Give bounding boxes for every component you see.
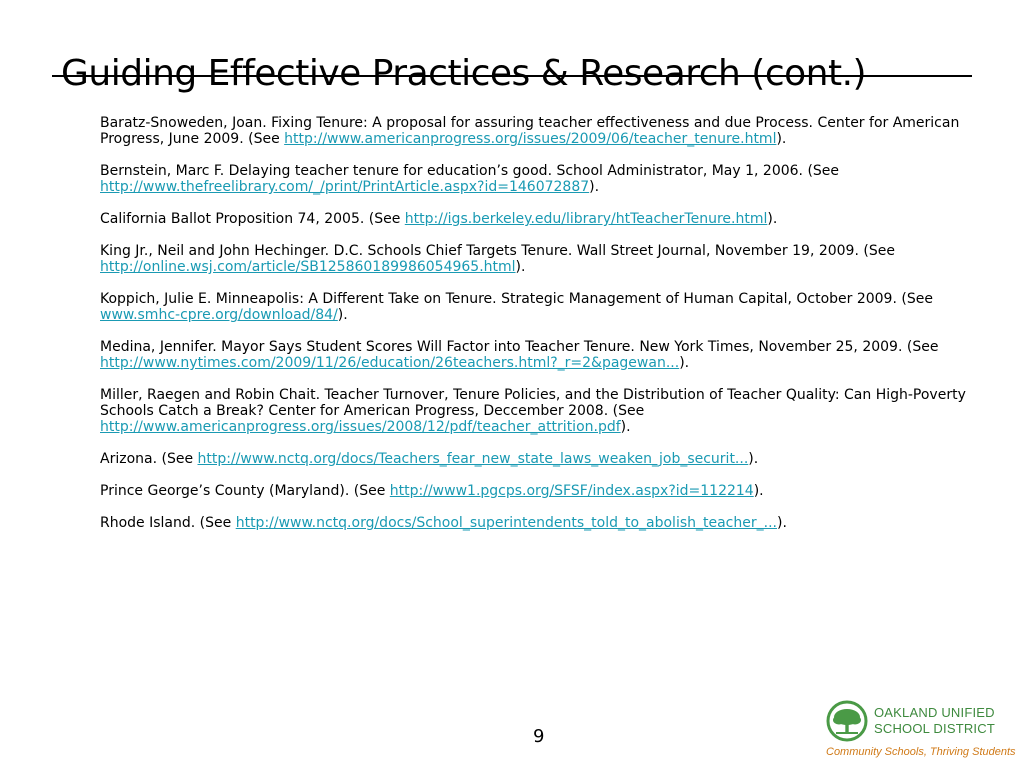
reference-link[interactable]: http://igs.berkeley.edu/library/htTeacherTenure.html xyxy=(404,211,768,227)
reference-item xyxy=(100,515,970,531)
reference-text: Arizona. (See xyxy=(100,451,198,467)
reference-suffix: ). xyxy=(748,451,759,467)
reference-text: Miller, Raegen and Robin Chait. Teacher Turnover, Tenure Policies, and the Distribution of Teacher Quality: Can High-Poverty Schools Catch a Break? Center for American Progress, Deccember 2008. (See xyxy=(100,387,966,419)
reference-suffix: ). xyxy=(337,307,348,323)
reference-suffix: ). xyxy=(776,131,787,147)
slide-title: Guiding Effective Practices & Research (cont.) xyxy=(61,53,867,95)
logo-wordmark xyxy=(874,705,995,737)
logo-line-2: SCHOOL DISTRICT xyxy=(874,721,995,736)
reference-suffix: ). xyxy=(515,259,526,275)
reference-text: Bernstein, Marc F. Delaying teacher tenure for education’s good. School Administrator, May 1, 2006. (See xyxy=(100,163,840,179)
reference-item xyxy=(100,387,970,435)
reference-link[interactable]: http://www.nytimes.com/2009/11/26/education/26teachers.html?_r=2&pagewan... xyxy=(100,355,680,371)
reference-link[interactable]: http://www.thefreelibrary.com/_/print/PrintArticle.aspx?id=146072887 xyxy=(100,179,590,195)
reference-suffix: ). xyxy=(776,515,787,531)
reference-text: Medina, Jennifer. Mayor Says Student Scores Will Factor into Teacher Tenure. New York Times, November 25, 2009. (See xyxy=(100,339,939,355)
reference-link[interactable]: http://www.americanprogress.org/issues/2008/12/pdf/teacher_attrition.pdf xyxy=(100,419,621,435)
reference-text: King Jr., Neil and John Hechinger. D.C. Schools Chief Targets Tenure. Wall Street Journal, November 19, 2009. (See xyxy=(100,243,895,259)
reference-suffix: ). xyxy=(620,419,631,435)
reference-link[interactable]: http://online.wsj.com/article/SB125860189986054965.html xyxy=(100,259,516,275)
reference-link[interactable]: http://www.nctq.org/docs/School_superintendents_told_to_abolish_teacher_... xyxy=(235,515,777,531)
reference-list xyxy=(100,115,970,547)
reference-text: Koppich, Julie E. Minneapolis: A Different Take on Tenure. Strategic Management of Human Capital, October 2009. (See xyxy=(100,291,933,307)
reference-suffix: ). xyxy=(767,211,778,227)
reference-item xyxy=(100,115,970,147)
oak-tree-icon xyxy=(826,700,868,742)
reference-item xyxy=(100,291,970,323)
district-logo xyxy=(826,700,1016,762)
reference-link[interactable]: www.smhc-cpre.org/download/84/ xyxy=(100,307,338,323)
reference-item xyxy=(100,451,970,467)
reference-item xyxy=(100,163,970,195)
reference-text: Prince George’s County (Maryland). (See xyxy=(100,483,390,499)
reference-item xyxy=(100,339,970,371)
reference-link[interactable]: http://www1.pgcps.org/SFSF/index.aspx?id=112214 xyxy=(389,483,754,499)
logo-line-1: OAKLAND UNIFIED xyxy=(874,705,995,720)
reference-item xyxy=(100,211,970,227)
reference-suffix: ). xyxy=(679,355,690,371)
logo-tagline: Community Schools, Thriving Students xyxy=(826,746,1016,758)
reference-link[interactable]: http://www.nctq.org/docs/Teachers_fear_new_state_laws_weaken_job_securit... xyxy=(197,451,749,467)
reference-text: Baratz-Snoweden, Joan. Fixing Tenure: A proposal for assuring teacher effectiveness and due Process. Center for American Progress, June 2009. (See xyxy=(100,115,960,147)
reference-item xyxy=(100,243,970,275)
title-divider xyxy=(52,75,972,77)
reference-text: California Ballot Proposition 74, 2005. (See xyxy=(100,211,405,227)
page-number: 9 xyxy=(533,726,545,747)
reference-text: Rhode Island. (See xyxy=(100,515,236,531)
reference-suffix: ). xyxy=(753,483,764,499)
reference-suffix: ). xyxy=(589,179,600,195)
reference-item xyxy=(100,483,970,499)
reference-link[interactable]: http://www.americanprogress.org/issues/2009/06/teacher_tenure.html xyxy=(284,131,777,147)
